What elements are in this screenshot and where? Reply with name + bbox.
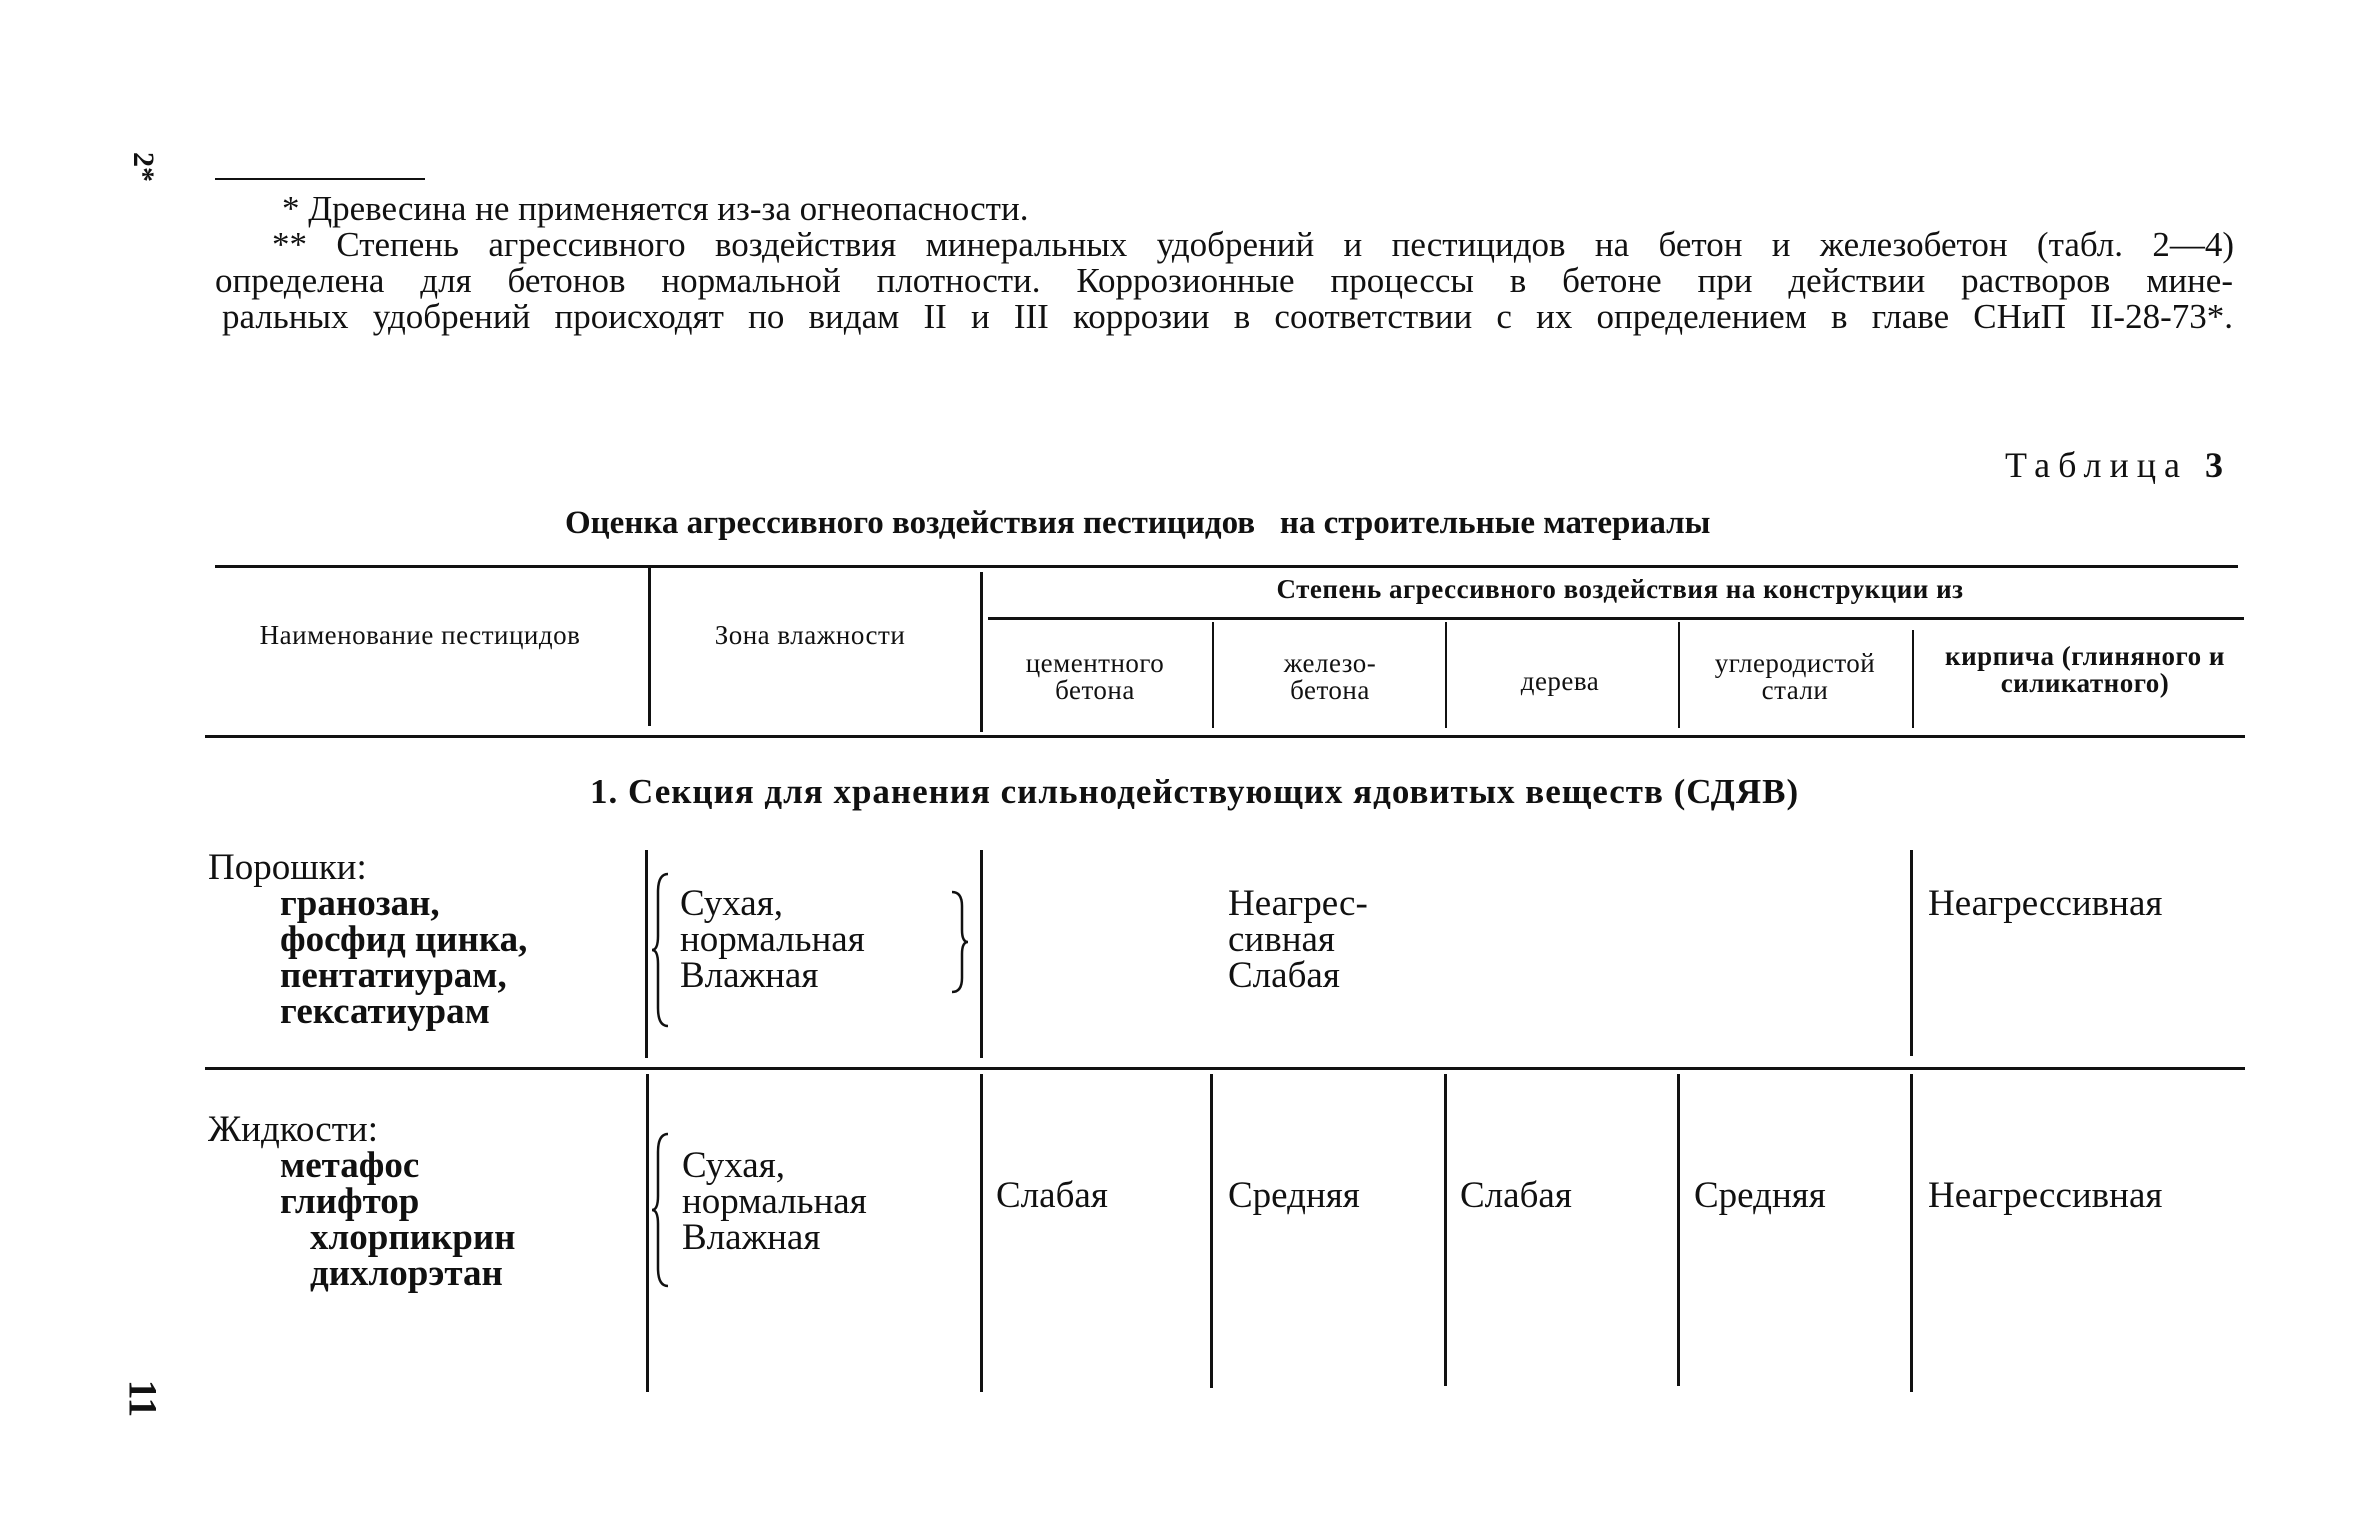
row1-divider-brick [1910, 850, 1913, 1056]
row2-steel: Средняя [1694, 1175, 1826, 1216]
row1-divider-zone [980, 850, 983, 1058]
row2-divider-zone [980, 1074, 983, 1392]
page-number: 11 [120, 1379, 166, 1418]
table-top-rule [215, 565, 2238, 568]
footnote-1: * Древесина не применяется из-за огнеопасности. [282, 189, 1029, 228]
row2-divider-steel [1910, 1074, 1913, 1392]
table-caption-word: Таблица [2005, 445, 2188, 485]
row2-group: Жидкости: [208, 1109, 378, 1150]
row1-divider-name [645, 850, 648, 1058]
row-separator [205, 1067, 2245, 1070]
header-divider-6 [1912, 630, 1914, 728]
row2-zone-2: нормальная [682, 1181, 867, 1222]
row2-divider-name [646, 1074, 649, 1392]
table-caption [2005, 444, 2223, 486]
row2-item-3: хлорпикрин [310, 1217, 516, 1258]
row1-merged-1: Неагрес- [1228, 883, 1368, 924]
section-heading: 1. Секция для хранения сильнодействующих ядовитых веществ (СДЯВ) [590, 772, 1800, 811]
header-degree: Степень агрессивного воздействия на конструкции из [1276, 574, 1964, 604]
row1-brick: Неагрессивная [1928, 883, 2163, 924]
row1-item-2: фосфид цинка, [280, 919, 528, 960]
footnote-2-line-2: определена для бетонов нормальной плотности. Коррозионные процессы в бетоне при действии растворов мине- [215, 261, 2233, 300]
header-sub-rule [988, 617, 2244, 620]
footnote-2-line-3: ральных удобрений происходят по видам II и III коррозии в соответствии с их определением в главе СНиП II-28-73*. [222, 297, 2233, 336]
row2-zone-1: Сухая, [682, 1145, 785, 1186]
footnote-2-line-1: ** Степень агрессивного воздействия минеральных удобрений и пестицидов на бетон и железобетон (табл. 2—4) [272, 225, 2234, 264]
header-divider-5 [1678, 622, 1680, 728]
row1-item-1: гранозан, [280, 883, 440, 924]
row2-brick: Неагрессивная [1928, 1175, 2163, 1216]
row2-zone-3: Влажная [682, 1217, 821, 1258]
table-caption-number: 3 [2204, 445, 2223, 485]
header-bottom-rule [205, 735, 2245, 738]
header-divider-4 [1445, 622, 1447, 728]
header-divider-2 [980, 572, 983, 732]
row2-divider-rc [1444, 1074, 1447, 1386]
table-title: Оценка агрессивного воздействия пестицидов на строительные материалы [565, 505, 1711, 541]
header-steel: углеродистой стали [1714, 648, 1876, 705]
row2-wood: Слабая [1460, 1175, 1572, 1216]
header-wood: дерева [1520, 666, 1600, 696]
header-divider-1 [648, 568, 651, 726]
row2-cement: Слабая [996, 1175, 1108, 1216]
row2-divider-wood [1677, 1074, 1680, 1386]
row1-left-brace [652, 870, 672, 1035]
row2-item-1: метафос [280, 1145, 420, 1186]
row1-item-3: пентатиурам, [280, 955, 507, 996]
header-zone: Зона влажности [714, 620, 906, 650]
row2-item-2: глифтор [280, 1181, 420, 1222]
header-name: Наименование пестицидов [259, 620, 581, 650]
header-divider-3 [1212, 622, 1214, 728]
row2-reinforced-concrete: Средняя [1228, 1175, 1360, 1216]
header-reinforced-concrete: железо-бетона [1283, 648, 1377, 705]
row1-merged-3: Слабая [1228, 955, 1340, 996]
row1-zone-1: Сухая, [680, 883, 783, 924]
row1-right-brace [948, 888, 968, 1001]
row2-left-brace [652, 1130, 672, 1295]
row1-zone-2: нормальная [680, 919, 865, 960]
row2-item-4: дихлорэтан [310, 1253, 503, 1294]
footnote-rule [215, 178, 425, 180]
header-cement: цементного бетона [1025, 648, 1165, 705]
row1-item-4: гексатиурам [280, 991, 490, 1032]
row1-merged-2: сивная [1228, 919, 1335, 960]
row1-group: Порошки: [208, 847, 367, 888]
row1-zone-3: Влажная [680, 955, 819, 996]
row2-divider-cement [1210, 1074, 1213, 1388]
margin-mark-top: 2* [127, 152, 160, 182]
header-brick: кирпича (глиняного и силикатного) [1945, 641, 2225, 698]
